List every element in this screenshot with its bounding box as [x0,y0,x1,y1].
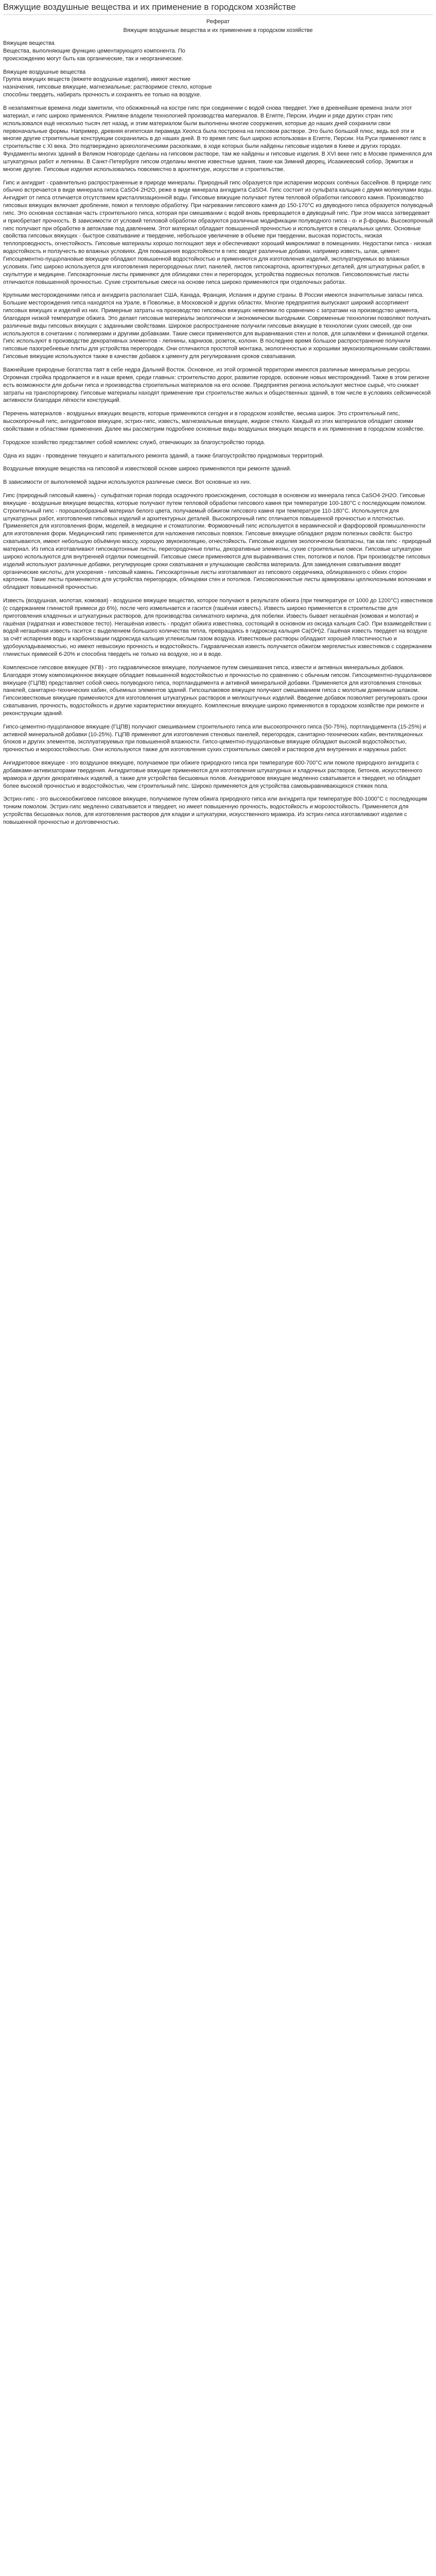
section-line: Вяжущие воздушные вещества [3,69,86,75]
intro-line: Вяжущие вещества [3,40,55,47]
paragraph: Важнейшие природные богатства таят в себе недра Дальний Восток. Основное, из этой огромной территории имеются различные минеральные ресурсы. Огромная стройка продолжается и в наше время, среди главных: строительство дорог, развитие городов, освоение новых месторождений. Также в этом регионе есть возможности для добычи гипса и производства строительных материалов на его основе. Предприятия региона используют местное сырьё, что снижает затраты на транспортировку. Гипсовые материалы находят применение при строительстве жилых и общественных зданий, в том числе в условиях сейсмической активности благодаря лёгкости конструкций. [3,366,431,404]
paragraph: Ангидритовое вяжущее - это воздушное вяжущее, получаемое при обжиге природного гипса при температуре 600-700°С или помоле природного ангидрита с добавками-активизаторами твердения. Ангидритовые вяжущие применяются для изготовления штукатурных и кладочных растворов, бетонов, искусственного мрамора и других декоративных изделий, а также для устройства бесшовных полов. Ангидритовое вяжущее медленно схватывается и твердеет, но обладает более высокой прочностью и водостойкостью, чем строительный гипс. Широко применяется для устройства самовыравнивающихся стяжек пола. [3,760,423,789]
section-line: назначения, гипсовые вяжущие, магнезиальные; растворимое стекло, которые [3,84,212,91]
paragraph: Комплексное гипсовое вяжущее (КГВ) - это гидравлическое вяжущее, получаемое путем смешивания гипса, извести и активных минеральных добавок. Благодаря этому композиционное вяжущее обладает повышенной водостойкостью и прочностью по сравнению с обычным гипсом. Гипсоцементно-пуццолановое вяжущее (ГЦПВ) представляет собой смесь полуводного гипса, портландцемента и активной минеральной добавки. Применяется для изготовления стеновых панелей, санитарно-технических кабин, объемных элементов зданий. Гипсошлаковое вяжущее получают смешиванием гипса с молотым доменным шлаком. Гипсоизвестковые вяжущие применяются для изготовления штукатурных растворов и мелкоштучных изделий. Введение добавок позволяет регулировать сроки схватывания, прочность, водостойкость и другие характеристики вяжущего. Комплексные вяжущие широко применяются в городском хозяйстве при ремонте и реконструкции зданий. [3,664,432,717]
intro-line: Вещества, выполняющие функцию цементирующего компонента. По [3,47,185,54]
doc-kind: Реферат [206,19,230,25]
doc-subtitle: Вяжущие воздушные вещества и их применение в городском хозяйстве [123,27,313,34]
paragraph: Гипс и ангидрит - сравнительно распространенные в природе минералы. Природный гипс образуется при испарении морских солёных бассейнов. В природе гипс обычно встречается в виде минерала гипса CaSO4·2H2O, реже в виде минерала ангидрита CaSO4. Гипс состоит из сульфата кальция с двумя молекулами воды. Ангидрит от гипса отличается отсутствием кристаллизационной воды. Гипсовые вяжущие получают путем тепловой обработки гипсового камня. Производство гипсовых вяжущих включает дробление, помол и тепловую обработку. При нагревании гипсового камня до 150-170°C из двуводного гипса образуется полуводный гипс. Это основная составная часть строительного гипса, которая при смешивании с водой вновь превращается в двуводный гипс. При этом масса затвердевает и приобретает прочность. В зависимости от условий тепловой обработки образуются различные модификации полуводного гипса - α- и β-формы. Высокопрочный гипс получают при обработке в автоклаве под давлением. Этот материал обладает повышенной прочностью и используется в специальных целях. Основные свойства гипсовых вяжущих - быстрое схватывание и твердение, небольшое увеличение в объеме при твердении, высокая пористость, низкая теплопроводность, огнестойкость. Гипсовые материалы хорошо поглощают звук и обеспечивают хороший микроклимат в помещениях. Недостатки гипса - низкая водостойкость и ползучесть во влажных условиях. Для повышения водостойкости в гипс вводят различные добавки, например известь, шлак, цемент. Гипсоцементно-пуццолановые вяжущие обладают повышенной водостойкостью и применяются для изготовления изделий, эксплуатируемых во влажных условиях. Гипс широко используется для изготовления перегородочных плит, панелей, листов гипсокартона, архитектурных деталей, для штукатурных работ, в скульптуре и медицине. Гипсокартонные листы применяют для облицовки стен и перегородок, устройства подвесных потолков. Гипсоволокнистые листы отличаются повышенной прочностью. Сухие строительные смеси на основе гипса широко применяются при отделочных работах. [3,179,433,285]
section-block [3,69,433,99]
intro-line: происхождению могут быть как органические, так и неорганические. [3,55,183,62]
paragraph: В незапамятные времена люди заметили, что обожженный на костре гипс при соединении с водой снова твердеет. Уже в древнейшие времена знали этот материал, и гипс широко применялся. Римляне владели технологией производства материалов. В Египте, Персии, Индии и ряде других стран гипс использовался ещё несколько тысяч лет назад, и этим материалом были выполнены многие сооружения, которые до наших дней сохранили свои первоначальные формы. Например, древняя египетская пирамида Хеопса была построена на гипсовом растворе. Это было большой плюс, ведь всё эти и многие другие строительные конструкции сохранились в до наших дней. В то время гипс был широко использован в Египте, Персии. На Руси применяют гипс в строительстве с XI века. Это подтверждено археологическими раскопками, в ходе которых были найдены гипсовые изделия в Киеве и других городах. Фундаменты многих зданий в Великом Новгороде сделаны на гипсовом растворе, там же найдены и гипсовые изделия. В XVI веке гипс в Москве применялся для штукатурных работ и лепнины. В Санкт-Петербурге гипсом отделаны многие известные здания, такие как Зимний дворец, Исаакиевский собор, Эрмитаж и многие другие. Гипсовые изделия использовались повсеместно в архитектуре, искусстве и строительстве. [3,105,432,173]
paragraph: Гипс (природный гипсовый камень) - сульфатная горная порода осадочного происхождения, состоящая в основном из минерала гипса CaSO4·2H2O. Гипсовые вяжущие - воздушные вяжущие вещества, которые получают путем тепловой обработки гипсового камня при температуре 100-180°C с последующим помолом. Строительный гипс - порошкообразный материал белого цвета, получаемый обжигом гипсового камня при температуре 110-180°C. Используется для штукатурных работ, изготовления гипсовых изделий и архитектурных деталей. Высокопрочный гипс отличается повышенной прочностью и плотностью. Применяется для изготовления форм, моделей, в медицине и стоматологии. Формовочный гипс используется в керамической и фарфоровой промышленности для изготовления форм. Медицинский гипс применяется для наложения гипсовых повязок. Гипсовые вяжущие обладают рядом полезных свойств: быстро схватываются, имеют небольшую объёмную массу, хорошую звукоизоляцию, огнестойкость. Гипсовые изделия экологически безопасны, так как гипс - природный материал. Из гипса изготавливают гипсокартонные листы, перегородочные плиты, декоративные элементы, сухие строительные смеси. Гипсовые штукатурки широко используются для внутренней отделки помещений. Гипсовые смеси применяются для выравнивания стен, потолков и полов. При производстве гипсовых изделий используют различные добавки, регулирующие сроки схватывания и улучшающие свойства материала. Для замедления схватывания вводят органические кислоты, для ускорения - гипсовый камень. Гипсокартонные листы изготавливают из гипсового сердечника, облицованного с обеих сторон картоном. Такие листы применяются для устройства перегородок, облицовки стен и потолков. Гипсоволокнистые листы армированы целлюлозными волокнами и обладают повышенной прочностью. [3,493,431,591]
page-title: Вяжущие воздушные вещества и их применение в городском хозяйстве [3,2,296,12]
intro-block [3,40,433,63]
paragraph: Эстрих-гипс - это высокообжиговое гипсовое вяжущее, получаемое путем обжига природного гипса или ангидрита при температуре 800-1000°С с последующим тонким помолом. Эстрих-гипс медленно схватывается и твердеет, но имеет повышенную прочность, водостойкость и морозостойкость. Применяется для устройства бесшовных полов, для изготовления растворов для кладки и штукатурки, искусственного мрамора. Из эстрих-гипса изготавливают изделия с повышенной прочностью и долговечностью. [3,796,427,826]
paragraph: Крупными месторождениями гипса и ангидрита располагает США, Канада, Франция, Испания и другие страны. В России имеются значительные запасы гипса. Большие месторождения гипса находятся на Урале, в Поволжье, в Московской и других областях. Многие предприятия выпускают широкий ассортимент гипсовых вяжущих и изделий из них. Примерные затраты на производство гипсовых вяжущих невелики по сравнению с затратами на производство цемента, благодаря низкой температуре обжига. Это делает гипсовые материалы экологически и экономически выгодными. Современные технологии позволяют получать различные виды гипсовых вяжущих с заданными свойствами. Широкое распространение получили гипсовые вяжущие в технологии сухих смесей, где они используются в сочетании с полимерами и другими добавками. Такие смеси применяются для выравнивания стен и полов, для шпаклёвки и финишной отделки. Гипс используют в производстве декоративных элементов - лепнины, карнизов, розеток, колонн. В последнее время большое распространение получили гипсовые пазогребневые плиты для устройства перегородок. Они отличаются простотой монтажа, экологичностью и хорошими звукоизоляционными свойствами. Гипсовые вяжущие используются также в качестве добавок к цементу для регулирования сроков схватывания. [3,292,432,360]
paragraph: Городское хозяйство представляет собой комплекс служб, отвечающих за благоустройство города. [3,439,266,446]
article-body [3,105,433,826]
section-line: способны твердеть, набирать прочность и сохранять ее только на воздухе. [3,92,202,98]
paragraph: В зависимости от выполняемой задачи используются различные смеси. Вот основные из них. [3,479,252,486]
section-line: Группа вяжущих веществ (вяжете воздушные изделия), имеют жесткие [3,76,191,83]
paragraph: Перечень материалов - воздушных вяжущих веществ, которые применяются сегодня и в городском хозяйстве, весьма широк. Это строительный гипс, высокопрочный гипс, ангидритовое вяжущее, эстрих-гипс, известь, магнезиальные вяжущие, жидкое стекло. Каждый из этих материалов обладает своими свойствами и областями применения. Далее мы рассмотрим подробнее основные виды воздушных вяжущих веществ и их применение в городском хозяйстве. [3,411,425,432]
paragraph: Одна из задач - проведение текущего и капитального ремонта зданий, а также благоустройство придомовых территорий. [3,452,324,459]
paragraph: Воздушные вяжущие вещества на гипсовой и известковой основе широко применяются при ремонте зданий. [3,466,291,472]
paragraph: Известь (воздушная, молотая, комовая) - воздушное вяжущее вещество, которое получают в результате обжига (при температуре от 1000 до 1200°C) известняков (с содержанием глинистой примеси до 6%), после чего измельчается и гасится (гашёная известь). Известь широко применяется в строительстве для приготовления кладочных и штукатурных растворов, для производства силикатного кирпича, для побелки. Известь бывает негашёная (комовая и молотая) и гашёная (гидратная и известковое тесто). Негашёная известь - продукт обжига известняка, состоящий в основном из оксида кальция CaO. При взаимодействии с водой негашёная известь гасится с выделением большого количества тепла, превращаясь в гидроксид кальция Ca(OH)2. Гашёная известь твердеет на воздухе за счёт испарения воды и карбонизации гидроксида кальция углекислым газом воздуха. Известковые растворы обладают хорошей пластичностью и удобоукладываемостью, но имеют невысокую прочность и водостойкость. Гидравлическая известь получается обжигом мергелистых известняков с содержанием глинистых примесей 6-20% и способна твердеть не только на воздухе, но и в воде. [3,598,433,657]
page [0,0,436,826]
title-divider [3,14,433,15]
paragraph: Гипсо-цементно-пуццолановое вяжущее (ГЦПВ) получают смешиванием строительного гипса или высокопрочного гипса (50-75%), портландцемента (15-25%) и активной минеральной добавки (10-25%). ГЦПВ применяют для изготовления стеновых панелей, перегородок, санитарно-технических кабин, вентиляционных блоков и других элементов, эксплуатируемых при повышенной влажности. Гипсо-цементно-пуццолановые вяжущие обладают высокой водостойкостью, прочностью и морозостойкостью. Они используются также для изготовления сухих строительных смесей и растворов для внутренних и наружных работ. [3,723,426,753]
